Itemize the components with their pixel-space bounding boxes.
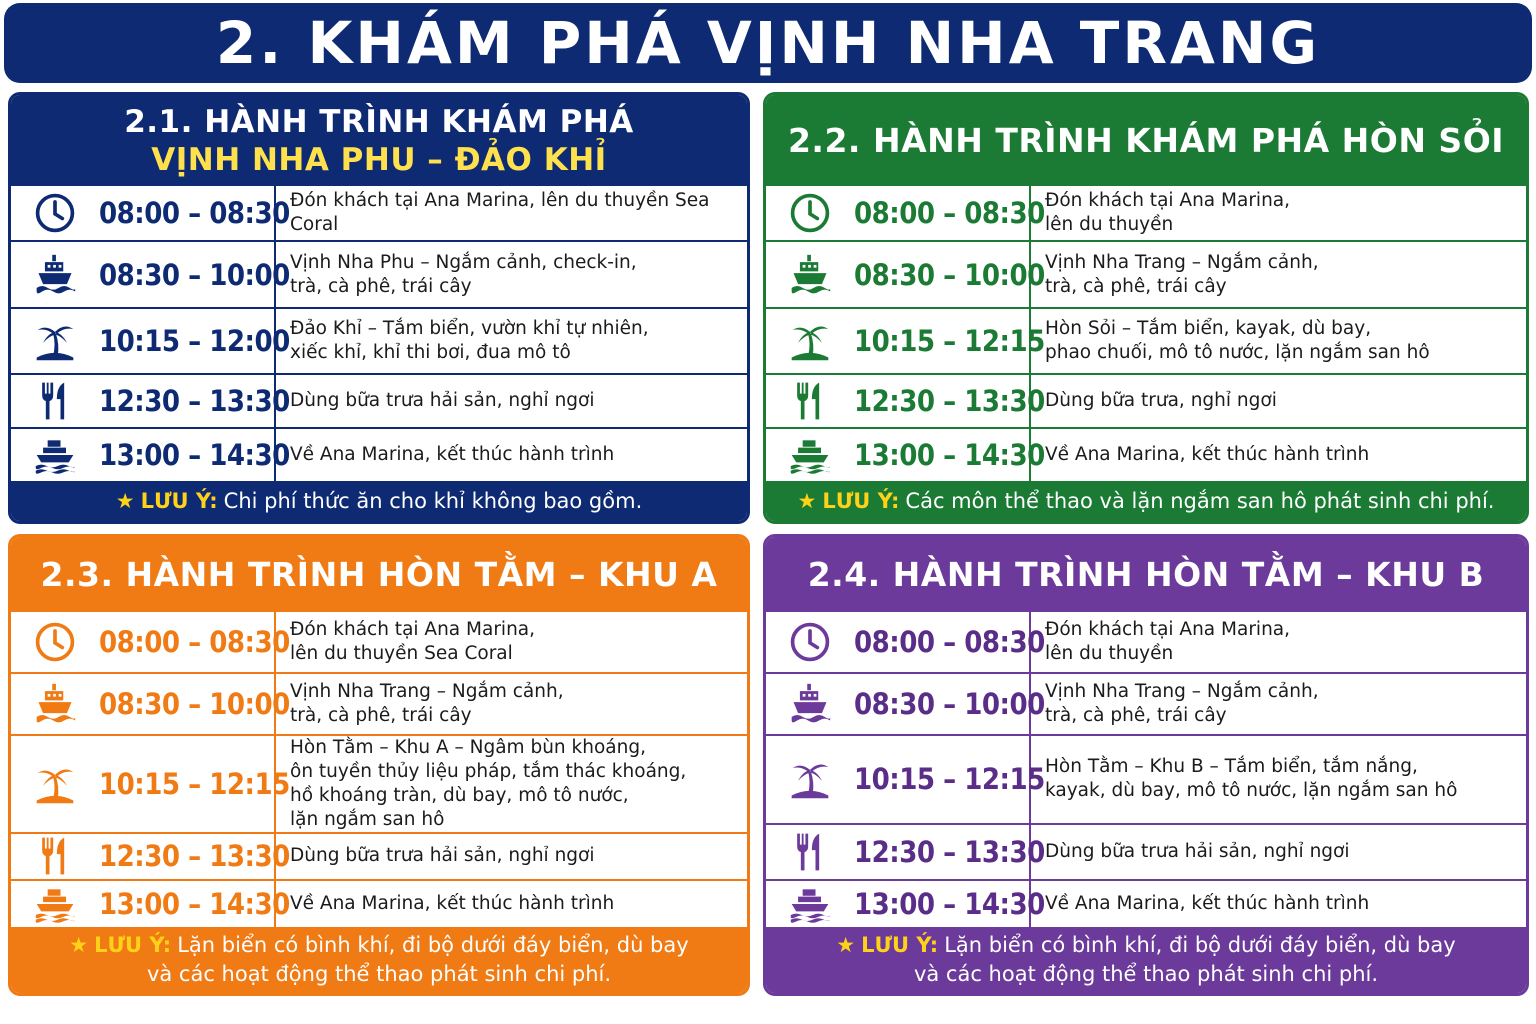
itinerary-card-hon-tam-a: [8, 534, 750, 996]
activity-description: Đón khách tại Ana Marina, lên du thuyền: [1045, 618, 1291, 664]
activity-description: Vịnh Nha Trang – Ngắm cảnh, trà, cà phê, trái cây: [1045, 680, 1319, 726]
schedule-row: [766, 309, 1526, 375]
time-range: 08:30 – 10:00: [854, 674, 1031, 734]
star-icon: ★: [836, 933, 856, 957]
ship-icon: [766, 242, 854, 306]
activity-description: Đón khách tại Ana Marina, lên du thuyền: [1045, 190, 1291, 236]
note-banner: [11, 481, 747, 521]
time-range: 08:30 – 10:00: [99, 242, 276, 306]
note-banner: [766, 927, 1526, 993]
schedule-row: [11, 881, 747, 927]
time-range: 12:30 – 13:30: [854, 375, 1031, 428]
activity-description: Về Ana Marina, kết thúc hành trình: [1045, 892, 1370, 914]
ship-icon: [11, 674, 99, 734]
note-banner: [766, 481, 1526, 521]
time-range: 10:15 – 12:15: [854, 309, 1031, 373]
schedule-row: [11, 242, 747, 308]
activity-description: Hòn Tằm – Khu B – Tắm biển, tắm nắng, kayak, dù bay, mô tô nước, lặn ngắm san hô: [1045, 756, 1458, 802]
schedule-row: [11, 186, 747, 242]
note-banner: [11, 927, 747, 993]
time-range: 10:15 – 12:15: [99, 736, 276, 833]
schedule-row: [766, 375, 1526, 430]
activity-description: Dùng bữa trưa hải sản, nghỉ ngơi: [1045, 840, 1350, 862]
ship-icon: [766, 674, 854, 734]
activity-description: Dùng bữa trưa, nghỉ ngơi: [1045, 390, 1277, 412]
schedule-row: [11, 736, 747, 835]
activity-description: Dùng bữa trưa hải sản, nghỉ ngơi: [290, 390, 595, 412]
star-icon: ★: [115, 488, 135, 513]
card-title: 2.3. HÀNH TRÌNH HÒN TẰM – KHU A: [40, 554, 718, 594]
time-range: 08:30 – 10:00: [99, 674, 276, 734]
boat-waves-icon: [766, 429, 854, 481]
time-range: 08:00 – 08:30: [99, 186, 276, 240]
schedule-row: [11, 429, 747, 481]
activity-description: Hòn Tằm – Khu A – Ngâm bùn khoáng, ôn tuyền thủy liệu pháp, tắm thác khoáng, hồ khoáng tràn, dù bay, mô tô nước, lặn ngắm san hô: [290, 736, 687, 830]
time-range: 10:15 – 12:15: [854, 736, 1031, 823]
activity-description: Đón khách tại Ana Marina, lên du thuyền Sea Coral: [290, 190, 710, 236]
note-text: Chi phí thức ăn cho khỉ không bao gồm.: [223, 488, 643, 513]
note-text: Các môn thể thao và lặn ngắm san hô phát sinh chi phí.: [905, 488, 1495, 513]
time-range: 08:00 – 08:30: [99, 612, 276, 672]
schedule-row: [11, 834, 747, 880]
activity-description: Về Ana Marina, kết thúc hành trình: [290, 444, 615, 466]
boat-waves-icon: [11, 429, 99, 481]
activity-description: Về Ana Marina, kết thúc hành trình: [1045, 444, 1370, 466]
schedule-table: [11, 612, 747, 927]
palm-island-icon: [766, 736, 854, 823]
schedule-row: [11, 309, 747, 375]
schedule-row: [766, 881, 1526, 927]
note-label: LƯU Ý:: [861, 933, 939, 957]
card-header: [766, 95, 1526, 186]
activity-description: Dùng bữa trưa hải sản, nghỉ ngơi: [290, 845, 595, 867]
star-icon: ★: [69, 933, 89, 957]
clock-icon: [766, 186, 854, 240]
time-range: 08:30 – 10:00: [854, 242, 1031, 306]
clock-icon: [11, 186, 99, 240]
activity-description: Vịnh Nha Trang – Ngắm cảnh, trà, cà phê, trái cây: [1045, 251, 1319, 297]
note-label: LƯU Ý:: [822, 488, 900, 513]
time-range: 12:30 – 13:30: [854, 825, 1031, 879]
palm-island-icon: [11, 309, 99, 373]
card-header: [11, 537, 747, 612]
time-range: 13:00 – 14:30: [854, 429, 1031, 481]
schedule-row: [766, 429, 1526, 481]
note-text: Lặn biển có bình khí, đi bộ dưới đáy biển, dù bay và các hoạt động thể thao phát sinh chi phí.: [913, 933, 1456, 986]
schedule-row: [766, 242, 1526, 308]
page-title: 2. KHÁM PHÁ VỊNH NHA TRANG: [4, 3, 1532, 83]
activity-description: Vịnh Nha Phu – Ngắm cảnh, check-in, trà, cà phê, trái cây: [290, 251, 637, 297]
fork-knife-icon: [11, 834, 99, 878]
schedule-row: [766, 186, 1526, 242]
card-title: 2.4. HÀNH TRÌNH HÒN TẰM – KHU B: [807, 554, 1485, 594]
schedule-row: [766, 612, 1526, 674]
card-header: [766, 537, 1526, 612]
time-range: 13:00 – 14:30: [99, 429, 276, 481]
fork-knife-icon: [11, 375, 99, 428]
time-range: 10:15 – 12:00: [99, 309, 276, 373]
boat-waves-icon: [11, 881, 99, 927]
activity-description: Đảo Khỉ – Tắm biển, vườn khỉ tự nhiên, xiếc khỉ, khỉ thi bơi, đua mô tô: [290, 317, 649, 363]
card-title: 2.1. HÀNH TRÌNH KHÁM PHÁ: [124, 103, 634, 140]
itinerary-card-hon-soi: [763, 92, 1529, 524]
schedule-row: [11, 674, 747, 736]
schedule-row: [766, 825, 1526, 881]
note-label: LƯU Ý:: [140, 488, 218, 513]
time-range: 12:30 – 13:30: [99, 834, 276, 878]
time-range: 08:00 – 08:30: [854, 612, 1031, 672]
time-range: 13:00 – 14:30: [99, 881, 276, 927]
schedule-row: [766, 674, 1526, 736]
fork-knife-icon: [766, 375, 854, 428]
activity-description: Về Ana Marina, kết thúc hành trình: [290, 892, 615, 914]
note-label: LƯU Ý:: [94, 933, 172, 957]
note-text: Lặn biển có bình khí, đi bộ dưới đáy biển, dù bay và các hoạt động thể thao phát sinh chi phí.: [146, 933, 689, 986]
activity-description: Hòn Sỏi – Tắm biển, kayak, dù bay, phao chuối, mô tô nước, lặn ngắm san hô: [1045, 317, 1430, 363]
card-header: [11, 95, 747, 186]
itinerary-card-nha-phu: [8, 92, 750, 524]
star-icon: ★: [797, 488, 817, 513]
palm-island-icon: [766, 309, 854, 373]
time-range: 12:30 – 13:30: [99, 375, 276, 428]
clock-icon: [11, 612, 99, 672]
schedule-table: [766, 186, 1526, 481]
schedule-table: [11, 186, 747, 481]
palm-island-icon: [11, 736, 99, 833]
time-range: 08:00 – 08:30: [854, 186, 1031, 240]
activity-description: Đón khách tại Ana Marina, lên du thuyền Sea Coral: [290, 618, 536, 664]
time-range: 13:00 – 14:30: [854, 881, 1031, 927]
card-subtitle: VỊNH NHA PHU – ĐẢO KHỈ: [151, 141, 607, 178]
fork-knife-icon: [766, 825, 854, 879]
schedule-row: [11, 612, 747, 674]
ship-icon: [11, 242, 99, 306]
clock-icon: [766, 612, 854, 672]
itinerary-card-hon-tam-b: [763, 534, 1529, 996]
schedule-row: [766, 736, 1526, 825]
schedule-table: [766, 612, 1526, 927]
schedule-row: [11, 375, 747, 430]
activity-description: Vịnh Nha Trang – Ngắm cảnh, trà, cà phê, trái cây: [290, 680, 564, 726]
boat-waves-icon: [766, 881, 854, 927]
card-title: 2.2. HÀNH TRÌNH KHÁM PHÁ HÒN SỎI: [787, 120, 1505, 160]
